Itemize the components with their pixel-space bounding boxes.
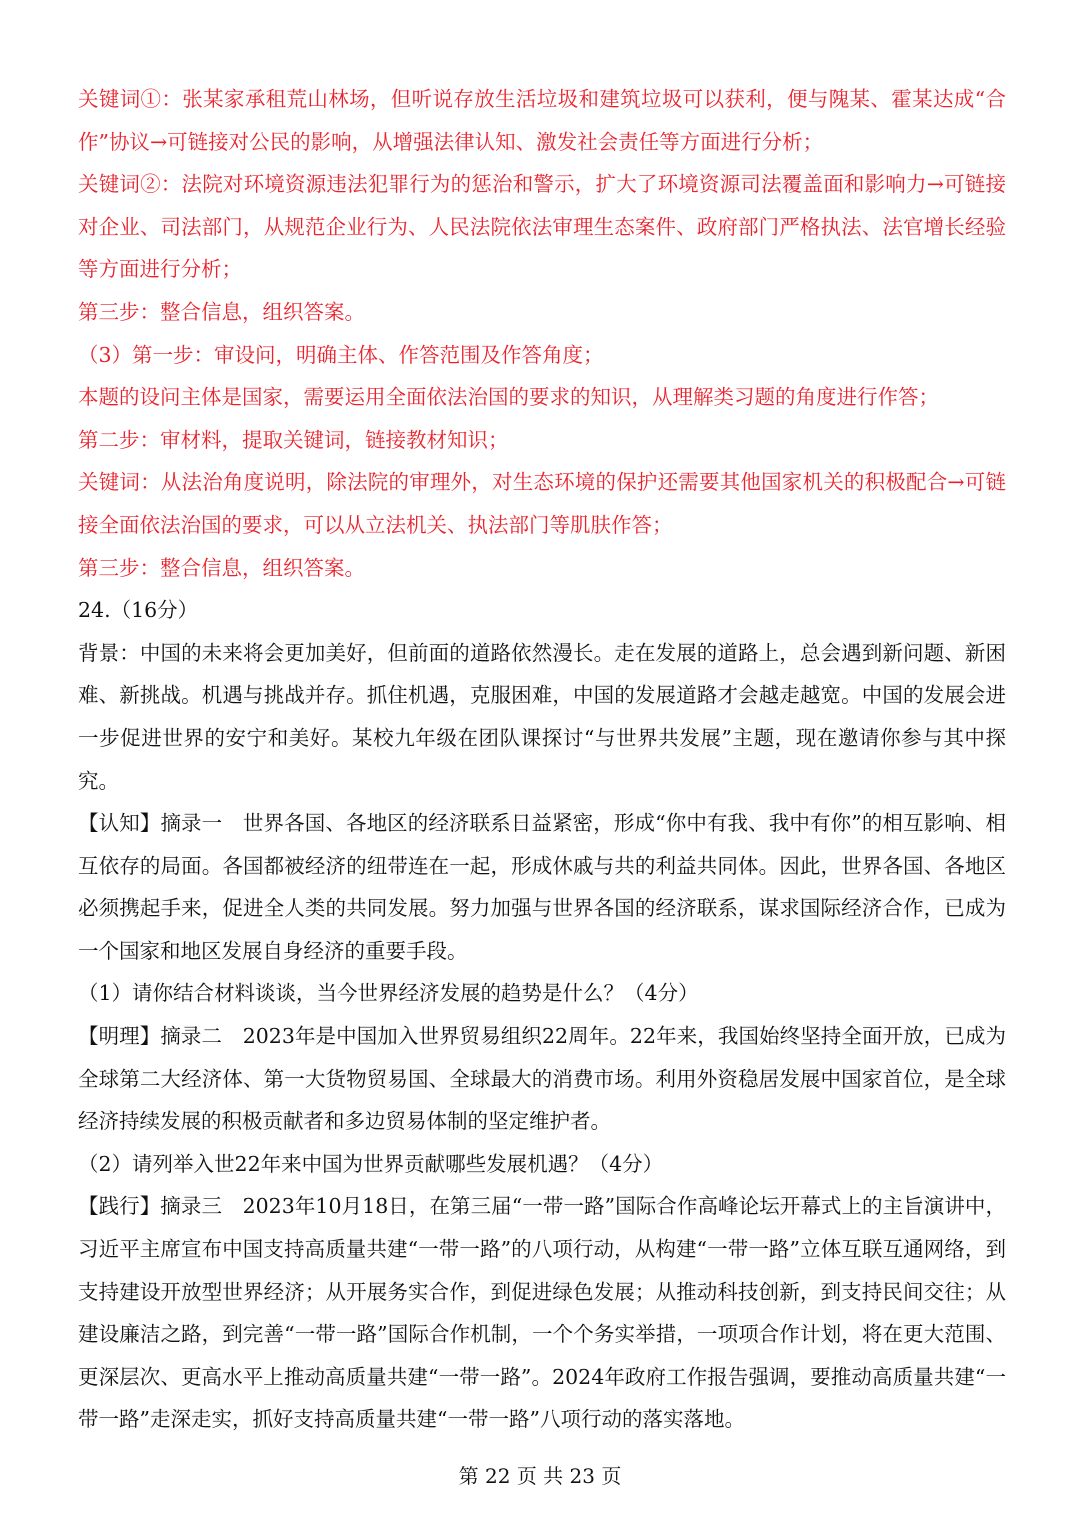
background-paragraph: 背景：中国的未来将会更加美好，但前面的道路依然漫长。走在发展的道路上，总会遇到新问题、新困难、新挑战。机遇与挑战并存。抓住机遇，克服困难，中国的发展道路才会越走越宽。中国的发展会进一步促进世界的安宁和美好。某校九年级在团队课探讨“与世界共发展”主题，现在邀请你参与其中探究。: [78, 640, 1006, 793]
step3-paragraph-2: 第三步：整合信息，组织答案。: [78, 555, 365, 580]
page-number-footer: 第 22 页 共 23 页: [458, 1464, 622, 1488]
sub-question-2: （2）请列举入世22年来中国为世界贡献哪些发展机遇？（4分）: [78, 1151, 664, 1176]
q3-keyword-paragraph: 关键词：从法治角度说明，除法院的审理外，对生态环境的保护还需要其他国家机关的积极配合→可链接全面依法治国的要求，可以从立法机关、执法部门等肌肤作答；: [78, 470, 1006, 537]
document-page: [78, 78, 1006, 1441]
keyword1-paragraph: 关键词①：张某家承租荒山林场，但听说存放生活垃圾和建筑垃圾可以获利，便与隗某、霍某达成“合作”协议→可链接对公民的影响，从增强法律认知、激发社会责任等方面进行分析；: [78, 87, 1006, 154]
q3-step1-paragraph: （3）第一步：审设问，明确主体、作答范围及作答角度；: [78, 342, 604, 367]
keyword2-paragraph: 关键词②：法院对环境资源违法犯罪行为的惩治和警示，扩大了环境资源司法覆盖面和影响力→可链接对企业、司法部门，从规范企业行为、人民法院依法审理生态案件、政府部门严格执法、法官增长经验等方面进行分析；: [78, 172, 1006, 282]
excerpt3-paragraph: 【践行】摘录三 2023年10月18日，在第三届“一带一路”国际合作高峰论坛开幕式上的主旨演讲中，习近平主席宣布中国支持高质量共建“一带一路”的八项行动，从构建“一带一路”立体互联互通网络，到支持建设开放型世界经济；从开展务实合作，到促进绿色发展；从推动科技创新，到支持民间交往；从建设廉洁之路，到完善“一带一路”国际合作机制，一个个务实举措，一项项合作计划，将在更大范围、更深层次、更高水平上推动高质量共建“一带一路”。2024年政府工作报告强调，要推动高质量共建“一带一路”走深走实，抓好支持高质量共建“一带一路”八项行动的落实落地。: [78, 1194, 1006, 1432]
step3-paragraph: 第三步：整合信息，组织答案。: [78, 299, 365, 324]
q3-step2-paragraph: 第二步：审材料，提取关键词，链接教材知识；: [78, 427, 509, 452]
sub-question-1: （1）请你结合材料谈谈，当今世界经济发展的趋势是什么？（4分）: [78, 981, 699, 1006]
q3-subject-paragraph: 本题的设问主体是国家，需要运用全面依法治国的要求的知识，从理解类习题的角度进行作答；: [78, 385, 939, 410]
question-heading: 24.（16分）: [78, 598, 199, 623]
excerpt2-paragraph: 【明理】摘录二 2023年是中国加入世界贸易组织22周年。22年来，我国始终坚持全面开放，已成为全球第二大经济体、第一大货物贸易国、全球最大的消费市场。利用外资稳居发展中国家首位，是全球经济持续发展的积极贡献者和多边贸易体制的坚定维护者。: [78, 1024, 1006, 1134]
excerpt1-paragraph: 【认知】摘录一 世界各国、各地区的经济联系日益紧密，形成“你中有我、我中有你”的相互影响、相互依存的局面。各国都被经济的纽带连在一起，形成休戚与共的利益共同体。因此，世界各国、各地区必须携起手来，促进全人类的共同发展。努力加强与世界各国的经济联系，谋求国际经济合作，已成为一个国家和地区发展自身经济的重要手段。: [78, 811, 1006, 963]
